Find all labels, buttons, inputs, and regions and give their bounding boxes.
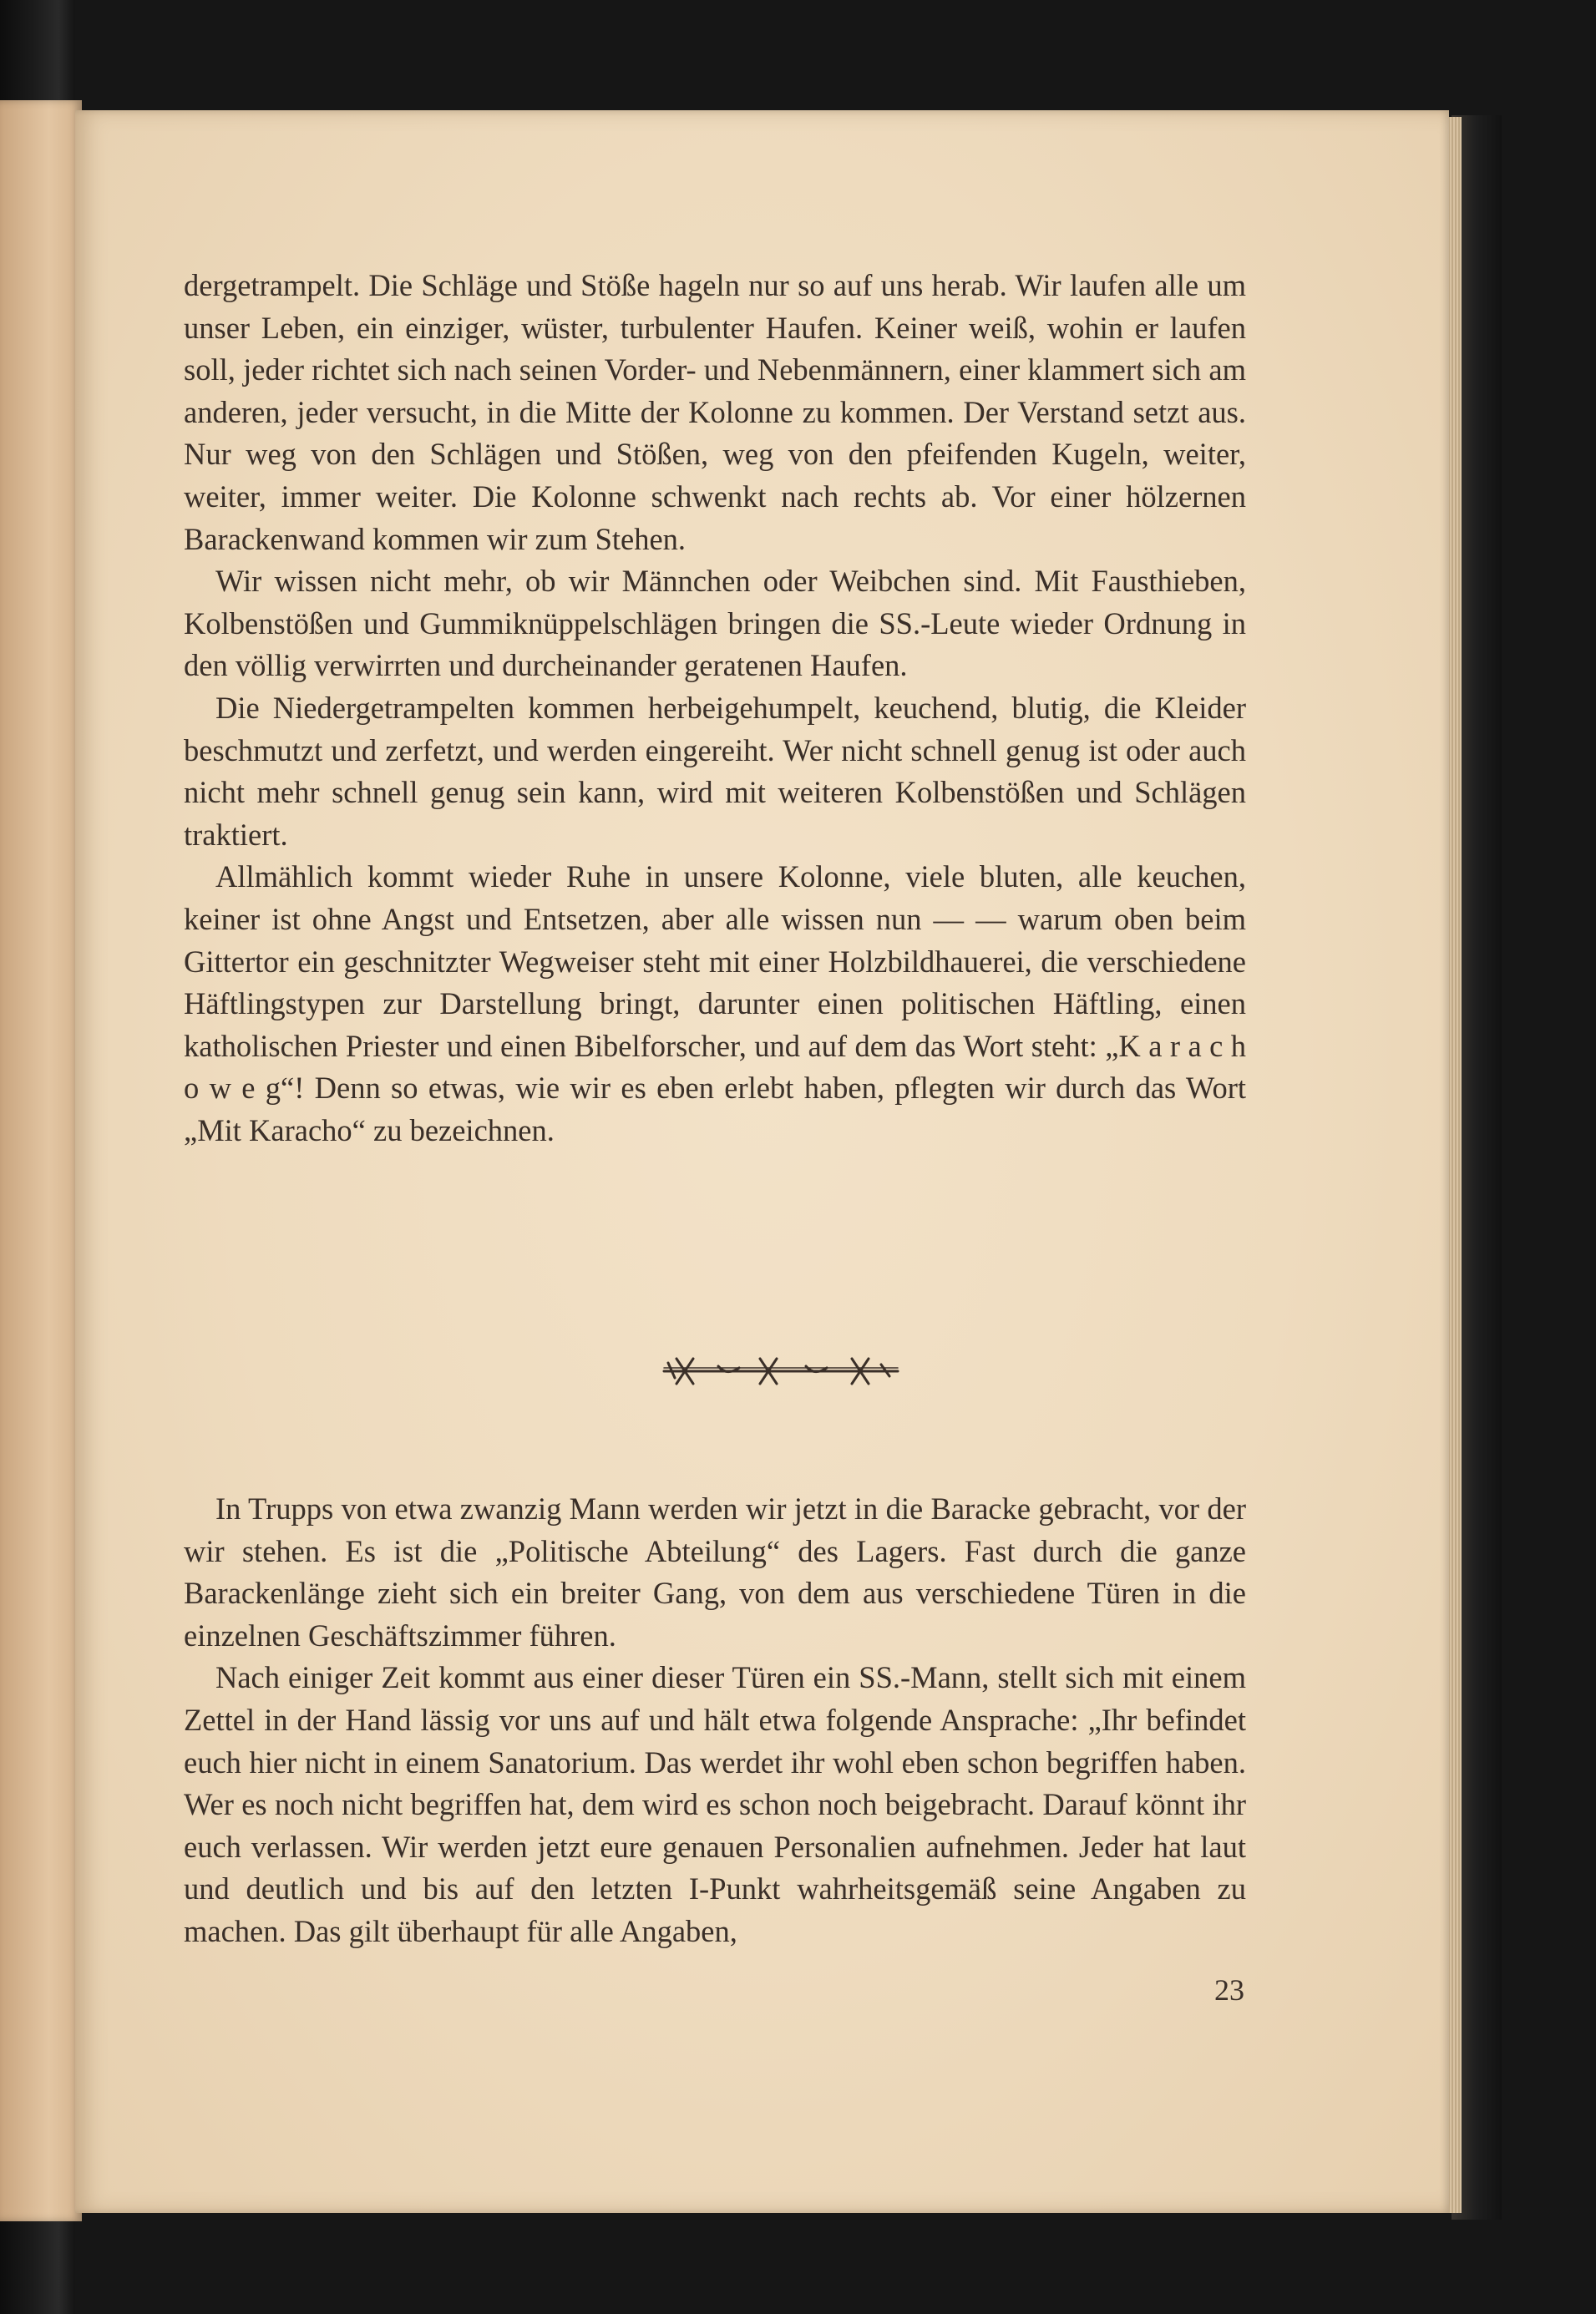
text-section-1 (184, 265, 1246, 1152)
paragraph: Wir wissen nicht mehr, ob wir Männchen oder Weibchen sind. Mit Fausthieben, Kolbenstößen und Gummiknüppelschlägen bringen die SS.-Leute wieder Ordnung in den völlig verwirrten und durcheinander geratenen Haufen. (184, 564, 1246, 683)
book-page (75, 110, 1449, 2213)
paragraph: Allmählich kommt wieder Ruhe in unsere Kolonne, viele bluten, alle keuchen, keiner ist ohne Angst und Entsetzen, aber alle wissen nun — — warum oben beim Gittertor ein geschnitzter Wegweiser steht mit einer Holzbildhauerei, die verschiedene Häftlingstypen zur Darstellung bringt, darunter einen politischen Häftling, einen katholischen Priester und einen Bibelforscher, und auf dem das Wort steht: „K a r a c h o w e g“! Denn so etwas, wie wir es eben erlebt haben, pflegten wir durch das Wort „Mit Karacho“ zu bezeichnen. (184, 859, 1246, 1147)
paragraph: Die Niedergetrampelten kommen herbeigehumpelt, keuchend, blutig, die Kleider beschmutzt und zerfetzt, und werden eingereiht. Wer nicht schnell genug ist oder auch nicht mehr schnell genug sein kann, wird mit weiteren Kolbenstößen und Schlägen traktiert. (184, 690, 1246, 852)
page-number: 23 (1214, 1973, 1244, 2007)
previous-page-edge (0, 100, 82, 2221)
paragraph: In Trupps von etwa zwanzig Mann werden wir jetzt in die Baracke gebracht, vor der wir stehen. Es ist die „Politische Abteilung“ des Lagers. Fast durch die ganze Barackenlänge zieht sich ein breiter Gang, von dem aus verschiedene Türen in die einzelnen Geschäftszimmer führen. (184, 1491, 1246, 1653)
paragraph: Nach einiger Zeit kommt aus einer dieser Türen ein SS.-Mann, stellt sich mit einem Zettel in der Hand lässig vor uns auf und hält etwa folgende Ansprache: „Ihr befindet euch hier nicht in einem Sanatorium. Das werdet ihr wohl eben schon begriffen haben. Wer es noch nicht begriffen hat, dem wird es schon noch beigebracht. Darauf könnt ihr euch verlassen. Wir werden jetzt eure genauen Personalien aufnehmen. Jeder hat laut und deutlich und bis auf den letzten I-Punkt wahrheitsgemäß seine Angaben zu machen. Das gilt überhaupt für alle Angaben, (184, 1660, 1246, 1948)
barbed-wire-ornament-icon (660, 1346, 902, 1396)
paragraph: dergetrampelt. Die Schläge und Stöße hageln nur so auf uns herab. Wir laufen alle um unser Leben, ein einziger, wüster, turbulenter Haufen. Keiner weiß, wohin er laufen soll, jeder richtet sich nach seinen Vorder- und Nebenmännern, einer klammert sich am anderen, jeder versucht, in die Mitte der Kolonne zu kommen. Der Verstand setzt aus. Nur weg von den Schlägen und Stößen, weg von den pfeifenden Kugeln, weiter, weiter, immer weiter. Die Kolonne schwenkt nach rechts ab. Vor einer hölzernen Barackenwand kommen wir zum Stehen. (184, 268, 1246, 556)
text-section-2 (184, 1488, 1246, 1953)
